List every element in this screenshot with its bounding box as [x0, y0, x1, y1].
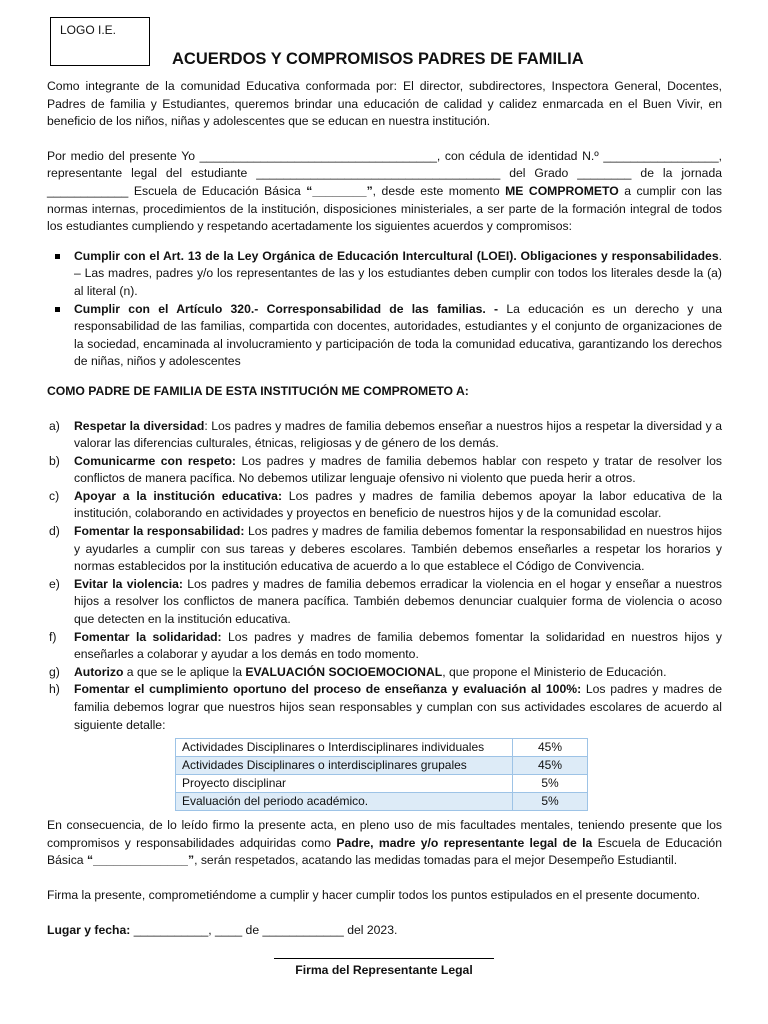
list-item: e) Evitar la violencia: Los padres y madres de familia debemos erradicar la violencia en el hogar y enseñar a nuestros hijos a resolver los conflictos de manera pacífica. También debemos denunciar cualquier forma de violencia o acoso que detecten en la institución educativa.: [49, 576, 722, 627]
shift-blank: ____________: [47, 183, 129, 198]
list-item: f) Fomentar la solidaridad: Los padres y madres de familia debemos fomentar la solidaridad en nuestros hijos y enseñarles a colaborar y ayudar a los demás en todo momento.: [49, 629, 722, 662]
commitments-list: [47, 418, 722, 735]
logo-label: LOGO I.E.: [60, 23, 117, 37]
school-blank: “________”: [306, 183, 373, 198]
evaluation-table-wrap: [47, 738, 722, 811]
bullet-item: Cumplir con el Artículo 320.- Corresponsabilidad de las familias. - La educación es un derecho y una responsabilidad de las familias, compartida con docentes, autoridades, estudiantes y el conjunto de organizaciones de la sociedad, encaminada al involucramiento y participación de toda la comunidad educativa, garantizando los derechos de niñas, niños y adolescentes: [47, 301, 722, 371]
evaluation-table: [175, 738, 588, 811]
percent-cell: 5%: [513, 793, 588, 811]
sign-statement: Firma la presente, comprometiéndome a cumplir y hacer cumplir todos los puntos estipulados en el presente documento.: [47, 887, 701, 902]
activity-cell: Proyecto disciplinar: [176, 775, 513, 793]
table-row: [176, 739, 588, 757]
section-heading: COMO PADRE DE FAMILIA DE ESTA INSTITUCIÓN ME COMPROMETO A:: [47, 383, 469, 398]
table-row: [176, 793, 588, 811]
percent-cell: 45%: [513, 757, 588, 775]
name-blank: ___________________________________: [199, 148, 437, 163]
logo-placeholder: [50, 17, 150, 66]
document-title: ACUERDOS Y COMPROMISOS PADRES DE FAMILIA: [172, 50, 584, 68]
grade-blank: ________: [577, 166, 632, 181]
table-row: [176, 775, 588, 793]
student-blank: ____________________________________: [256, 166, 501, 181]
legal-bullets: [47, 248, 722, 371]
signature-label: Firma del Representante Legal: [295, 963, 473, 977]
table-row: [176, 757, 588, 775]
percent-cell: 5%: [513, 775, 588, 793]
day-blank: ____: [215, 922, 243, 937]
list-item: h) Fomentar el cumplimiento oportuno del proceso de enseñanza y evaluación al 100%: Los padres y madres de familia debemos lograr que nuestros hijos sean responsables y cumplan con sus actividades escolares de acuerdo al siguiente detalle:: [49, 682, 722, 732]
document-body: [47, 78, 722, 939]
percent-cell: 45%: [513, 739, 588, 757]
school-name-blank: “______________”: [86, 853, 195, 868]
activity-cell: Evaluación del periodo académico.: [176, 793, 513, 811]
me-comprometo-text: ME COMPROMETO: [505, 183, 619, 198]
commitment-paragraph: Por medio del presente Yo ___________________________________, con cédula de identidad N.º _________________, representante legal del estudiante ____________________________________ del Grado ________ de la jornada ____________ Escuela de Educación Básica “________”, desde este momento ME COMPROMETO a cumplir con las normas internas, procedimientos de la institución, disposiciones ministeriales, a ser parte de la formación integral de todos los estudiantes cumpliendo y respetando acertadamente los siguientes acuerdos y compromisos:: [47, 148, 722, 234]
place-date-line: Lugar y fecha: ___________, ____ de ____________ del 2023.: [47, 922, 398, 937]
list-item: a) Respetar la diversidad: Los padres y madres de familia debemos enseñar a nuestros hijos a respetar la diversidad y a valorar las diferencias culturales, étnicas, religiosas y de género de los demás.: [49, 418, 722, 451]
id-blank: _________________: [603, 148, 719, 163]
square-bullet-icon: [55, 307, 60, 312]
month-blank: ____________: [262, 922, 344, 937]
activity-cell: Actividades Disciplinares o interdisciplinares grupales: [176, 757, 513, 775]
intro-paragraph: Como integrante de la comunidad Educativa conformada por: El director, subdirectores, Inspectora General, Docentes, Padres de familia y Estudiantes, queremos brindar una educación de calidad y calidez enmarcada en el Buen Vivir, en beneficio de los niños, niñas y adolescentes que se educan en nuestra institución.: [47, 79, 722, 129]
list-item: g) Autorizo a que se le aplique la EVALUACIÓN SOCIOEMOCIONAL, que propone el Ministerio de Educación.: [49, 664, 667, 679]
bullet-item: Cumplir con el Art. 13 de la Ley Orgánica de Educación Intercultural (LOEI). Obligaciones y responsabilidades. – Las madres, padres y/o los representantes de las y los estudiantes deben cumplir con todos los literales desde la (a) al literal (n).: [47, 248, 722, 301]
place-blank: ___________,: [130, 922, 216, 937]
list-item: d) Fomentar la responsabilidad: Los padres y madres de familia debemos fomentar la responsabilidad en nuestros hijos y ayudarles a cumplir con sus tareas y deberes escolares. También debemos enseñarles a respetar los horarios y normas establecidos por la institución educativa de acuerdo a lo que establece el Código de Convivencia.: [49, 524, 722, 574]
activity-cell: Actividades Disciplinares o Interdisciplinares individuales: [176, 739, 513, 757]
list-item: c) Apoyar a la institución educativa: Los padres y madres de familia debemos apoyar la labor educativa de la institución, colaborando en actividades y proyectos en beneficio de nuestros hijos y de la comunidad escolar.: [49, 488, 722, 521]
signature-line: [274, 958, 494, 959]
list-item: b) Comunicarme con respeto: Los padres y madres de familia debemos hablar con respeto y tratar de resolver los conflictos de manera pacífica. No debemos utilizar lenguaje ofensivo ni violento que pueda herir a otros.: [49, 453, 722, 486]
consequence-paragraph: En consecuencia, de lo leído firmo la presente acta, en pleno uso de mis facultades mentales, teniendo presente que los compromisos y responsabilidades adquiridas como Padre, madre y/o representante legal de la Escuela de Educación Básica “______________”, serán respetados, acatando las medidas tomadas para el mejor Desempeño Estudiantil.: [47, 818, 722, 868]
square-bullet-icon: [55, 254, 60, 259]
